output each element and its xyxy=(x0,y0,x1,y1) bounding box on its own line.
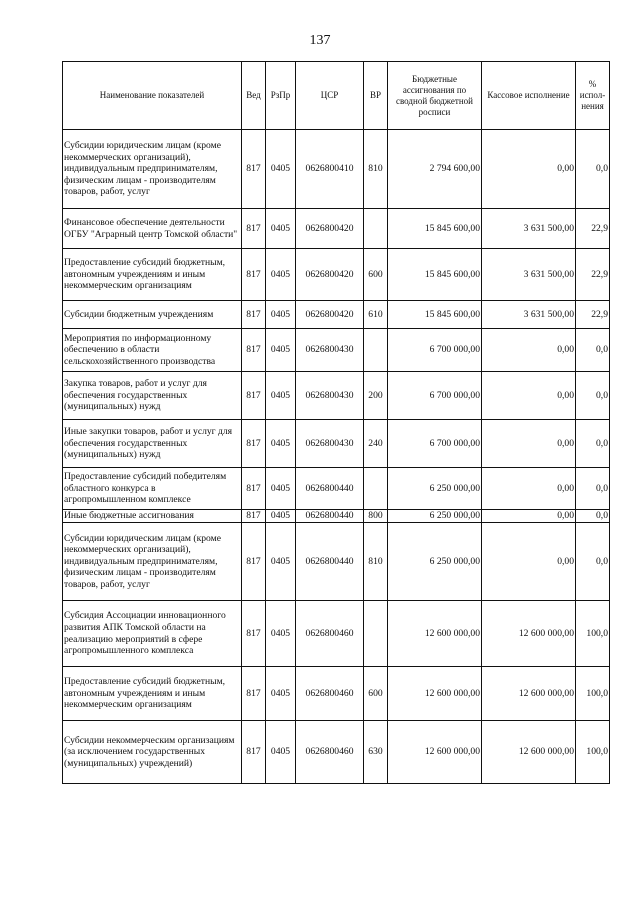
row-rzpr: 0405 xyxy=(266,667,296,721)
row-budget: 12 600 000,00 xyxy=(388,667,482,721)
row-ved: 817 xyxy=(242,209,266,249)
row-name: Предоставление субсидий победителям областного конкурса в агропромышленном комплексе xyxy=(63,468,242,510)
header-rzpr: РзПр xyxy=(266,62,296,130)
row-rzpr: 0405 xyxy=(266,130,296,209)
row-ved: 817 xyxy=(242,420,266,468)
row-pct: 0,0 xyxy=(576,372,610,420)
row-cash: 3 631 500,00 xyxy=(482,249,576,301)
row-budget: 12 600 000,00 xyxy=(388,601,482,667)
row-rzpr: 0405 xyxy=(266,420,296,468)
row-csr: 0626800440 xyxy=(296,510,364,523)
row-ved: 817 xyxy=(242,667,266,721)
row-cash: 0,00 xyxy=(482,329,576,372)
header-name: Наименование показателей xyxy=(63,62,242,130)
table-row xyxy=(63,523,610,601)
table-row xyxy=(63,420,610,468)
row-cash: 0,00 xyxy=(482,468,576,510)
page-number: 137 xyxy=(309,33,331,48)
row-pct: 0,0 xyxy=(576,130,610,209)
row-ved: 817 xyxy=(242,249,266,301)
row-cash: 0,00 xyxy=(482,372,576,420)
row-budget: 6 250 000,00 xyxy=(388,523,482,601)
row-ved: 817 xyxy=(242,329,266,372)
row-ved: 817 xyxy=(242,130,266,209)
row-csr: 0626800430 xyxy=(296,329,364,372)
budget-table xyxy=(62,61,610,784)
row-budget: 6 250 000,00 xyxy=(388,468,482,510)
row-rzpr: 0405 xyxy=(266,601,296,667)
row-name: Финансовое обеспечение деятельности ОГБУ "Аграрный центр Томской области" xyxy=(63,209,242,249)
table-row xyxy=(63,130,610,209)
row-ved: 817 xyxy=(242,301,266,329)
row-cash: 12 600 000,00 xyxy=(482,721,576,784)
row-csr: 0626800430 xyxy=(296,372,364,420)
row-rzpr: 0405 xyxy=(266,329,296,372)
row-name: Предоставление субсидий бюджетным, автономным учреждениям и иным некоммерческим организациям xyxy=(63,249,242,301)
row-name: Субсидии бюджетным учреждениям xyxy=(63,301,242,329)
header-budget: Бюджетные ассигнования по сводной бюджетной росписи xyxy=(388,62,482,130)
table-row xyxy=(63,468,610,510)
row-rzpr: 0405 xyxy=(266,721,296,784)
row-vr: 200 xyxy=(364,372,388,420)
row-ved: 817 xyxy=(242,510,266,523)
row-vr: 240 xyxy=(364,420,388,468)
row-vr: 630 xyxy=(364,721,388,784)
table-row xyxy=(63,667,610,721)
row-ved: 817 xyxy=(242,372,266,420)
row-csr: 0626800430 xyxy=(296,420,364,468)
row-name: Мероприятия по информационному обеспечению в области сельскохозяйственного производства xyxy=(63,329,242,372)
row-budget: 12 600 000,00 xyxy=(388,721,482,784)
table-row xyxy=(63,510,610,523)
row-pct: 0,0 xyxy=(576,510,610,523)
row-vr: 600 xyxy=(364,667,388,721)
row-rzpr: 0405 xyxy=(266,301,296,329)
table-row xyxy=(63,301,610,329)
row-pct: 0,0 xyxy=(576,468,610,510)
row-pct: 0,0 xyxy=(576,420,610,468)
table-row xyxy=(63,601,610,667)
header-csr: ЦСР xyxy=(296,62,364,130)
row-csr: 0626800460 xyxy=(296,721,364,784)
row-budget: 6 700 000,00 xyxy=(388,329,482,372)
row-ved: 817 xyxy=(242,468,266,510)
row-csr: 0626800420 xyxy=(296,249,364,301)
table-row xyxy=(63,372,610,420)
row-cash: 0,00 xyxy=(482,130,576,209)
row-csr: 0626800420 xyxy=(296,301,364,329)
row-budget: 2 794 600,00 xyxy=(388,130,482,209)
row-budget: 15 845 600,00 xyxy=(388,301,482,329)
row-rzpr: 0405 xyxy=(266,523,296,601)
header-cash: Кассовое исполнение xyxy=(482,62,576,130)
row-name: Субсидии некоммерческим организациям (за исключением государственных (муниципальных) учреждений) xyxy=(63,721,242,784)
row-csr: 0626800440 xyxy=(296,468,364,510)
row-csr: 0626800460 xyxy=(296,667,364,721)
row-ved: 817 xyxy=(242,601,266,667)
row-rzpr: 0405 xyxy=(266,249,296,301)
table-row xyxy=(63,249,610,301)
row-name: Субсидии юридическим лицам (кроме некоммерческих организаций), индивидуальным предпринимателям, физическим лицам - производителям товаров, работ, услуг xyxy=(63,130,242,209)
row-vr: 810 xyxy=(364,523,388,601)
row-cash: 12 600 000,00 xyxy=(482,601,576,667)
row-cash: 0,00 xyxy=(482,420,576,468)
row-pct: 22,9 xyxy=(576,249,610,301)
row-budget: 6 700 000,00 xyxy=(388,420,482,468)
row-csr: 0626800420 xyxy=(296,209,364,249)
row-csr: 0626800410 xyxy=(296,130,364,209)
header-pct: % испол-нения xyxy=(576,62,610,130)
row-name: Закупка товаров, работ и услуг для обеспечения государственных (муниципальных) нужд xyxy=(63,372,242,420)
row-vr: 810 xyxy=(364,130,388,209)
header-ved: Вед xyxy=(242,62,266,130)
row-vr xyxy=(364,601,388,667)
row-name: Субсидия Ассоциации инновационного развития АПК Томской области на реализацию мероприятий в сфере агропромышленного комплекса xyxy=(63,601,242,667)
row-cash: 3 631 500,00 xyxy=(482,209,576,249)
row-vr xyxy=(364,209,388,249)
row-name: Субсидии юридическим лицам (кроме некоммерческих организаций), индивидуальным предпринимателям, физическим лицам - производителям товаров, работ, услуг xyxy=(63,523,242,601)
row-pct: 100,0 xyxy=(576,721,610,784)
row-rzpr: 0405 xyxy=(266,468,296,510)
row-vr: 600 xyxy=(364,249,388,301)
row-ved: 817 xyxy=(242,523,266,601)
row-cash: 3 631 500,00 xyxy=(482,301,576,329)
row-cash: 0,00 xyxy=(482,510,576,523)
row-budget: 15 845 600,00 xyxy=(388,249,482,301)
row-pct: 0,0 xyxy=(576,523,610,601)
table-row xyxy=(63,721,610,784)
header-vr: ВР xyxy=(364,62,388,130)
row-rzpr: 0405 xyxy=(266,372,296,420)
row-budget: 6 700 000,00 xyxy=(388,372,482,420)
row-vr: 800 xyxy=(364,510,388,523)
row-rzpr: 0405 xyxy=(266,209,296,249)
row-pct: 100,0 xyxy=(576,601,610,667)
row-csr: 0626800440 xyxy=(296,523,364,601)
row-name: Иные бюджетные ассигнования xyxy=(63,510,242,523)
row-budget: 6 250 000,00 xyxy=(388,510,482,523)
row-pct: 100,0 xyxy=(576,667,610,721)
row-vr: 610 xyxy=(364,301,388,329)
row-pct: 0,0 xyxy=(576,329,610,372)
row-cash: 0,00 xyxy=(482,523,576,601)
row-name: Иные закупки товаров, работ и услуг для обеспечения государственных (муниципальных) нужд xyxy=(63,420,242,468)
header-row xyxy=(63,62,610,130)
row-cash: 12 600 000,00 xyxy=(482,667,576,721)
row-rzpr: 0405 xyxy=(266,510,296,523)
row-name: Предоставление субсидий бюджетным, автономным учреждениям и иным некоммерческим организациям xyxy=(63,667,242,721)
row-budget: 15 845 600,00 xyxy=(388,209,482,249)
row-pct: 22,9 xyxy=(576,209,610,249)
row-vr xyxy=(364,468,388,510)
table-row xyxy=(63,209,610,249)
row-pct: 22,9 xyxy=(576,301,610,329)
row-vr xyxy=(364,329,388,372)
row-ved: 817 xyxy=(242,721,266,784)
row-csr: 0626800460 xyxy=(296,601,364,667)
table-row xyxy=(63,329,610,372)
